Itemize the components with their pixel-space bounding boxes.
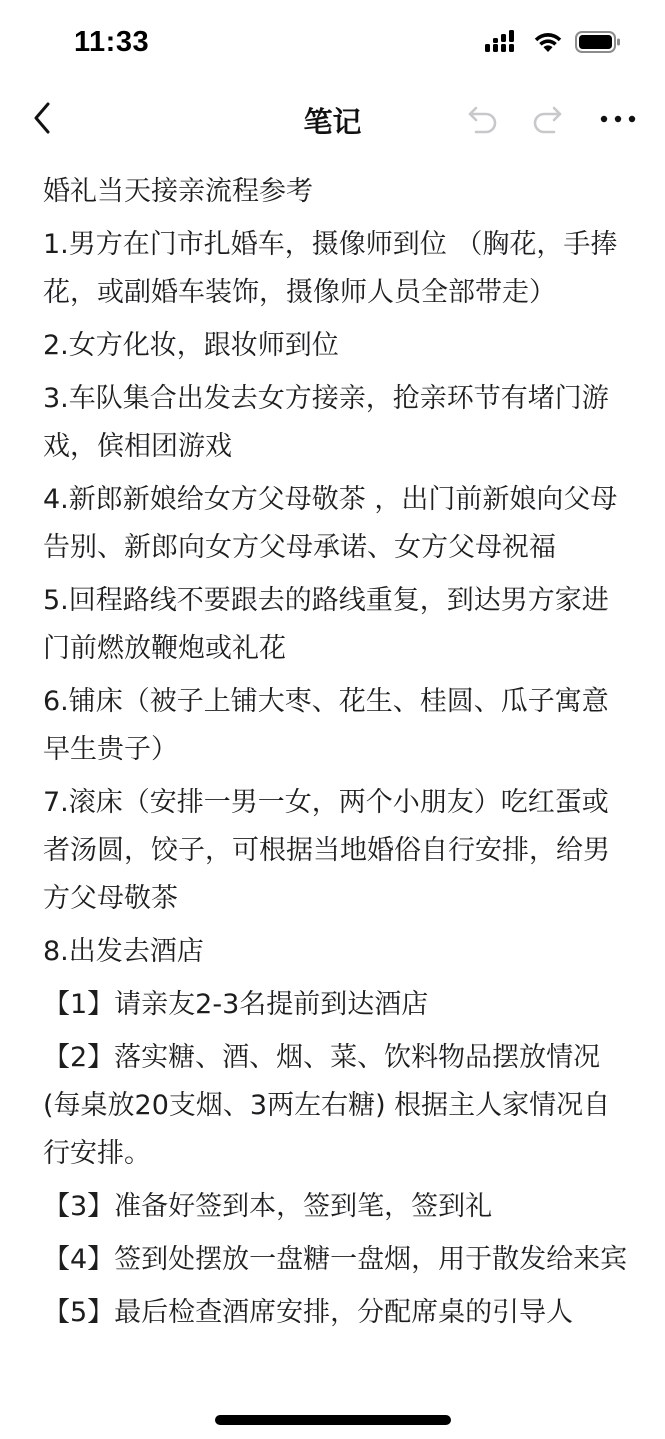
note-line: 7.滚床（安排一男一女，两个小朋友）吃红蛋或者汤圆，饺子，可根据当地婚俗自行安排，给男方父母敬茶 bbox=[43, 787, 610, 914]
nav-bar bbox=[0, 88, 665, 150]
status-time: 11:33 bbox=[74, 26, 150, 58]
note-line: 5.回程路线不要跟去的路线重复，到达男方家进门前燃放鞭炮或礼花 bbox=[43, 585, 609, 664]
note-line: 8.出发去酒店 bbox=[43, 936, 204, 967]
page-title: 笔记 bbox=[303, 105, 362, 139]
note-line: 【4】签到处摆放一盘糖一盘烟，用于散发给来宾 bbox=[43, 1244, 628, 1275]
more-horizontal-icon bbox=[600, 114, 636, 124]
note-line: 1.男方在门市扎婚车，摄像师到位 （胸花，手捧花，或副婚车装饰，摄像师人员全部带走） bbox=[43, 229, 618, 308]
wifi-icon bbox=[533, 31, 563, 53]
undo-icon bbox=[466, 104, 500, 134]
note-line: 【1】请亲友2-3名提前到达酒店 bbox=[43, 989, 429, 1020]
undo-button[interactable] bbox=[464, 100, 502, 138]
status-bar bbox=[0, 0, 665, 88]
note-line: 【2】落实糖、酒、烟、菜、饮料物品摆放情况(每桌放20支烟、3两左右糖) 根据主人家情况自行安排。 bbox=[43, 1042, 611, 1169]
status-icons bbox=[485, 30, 621, 54]
note-line: 3.车队集合出发去女方接亲，抢亲环节有堵门游戏，傧相团游戏 bbox=[43, 383, 609, 462]
note-line: 2.女方化妆，跟妆师到位 bbox=[43, 330, 339, 361]
note-line: 4.新郎新娘给女方父母敬茶 ，出门前新娘向父母告别、新郎向女方父母承诺、女方父母祝福 bbox=[43, 484, 618, 563]
signal-icon bbox=[485, 30, 521, 54]
battery-icon bbox=[575, 30, 621, 54]
more-button[interactable] bbox=[596, 100, 640, 138]
note-line: 【5】最后检查酒席安排，分配席桌的引导人 bbox=[43, 1297, 574, 1328]
note-line: 6.铺床（被子上铺大枣、花生、桂圆、瓜子寓意早生贵子） bbox=[43, 686, 609, 765]
note-body[interactable] bbox=[43, 168, 633, 1342]
note-title: 婚礼当天接亲流程参考 bbox=[43, 176, 313, 207]
note-line: 【3】准备好签到本，签到笔，签到礼 bbox=[43, 1191, 493, 1222]
home-indicator[interactable] bbox=[215, 1415, 451, 1425]
redo-button[interactable] bbox=[528, 100, 566, 138]
redo-icon bbox=[530, 104, 564, 134]
